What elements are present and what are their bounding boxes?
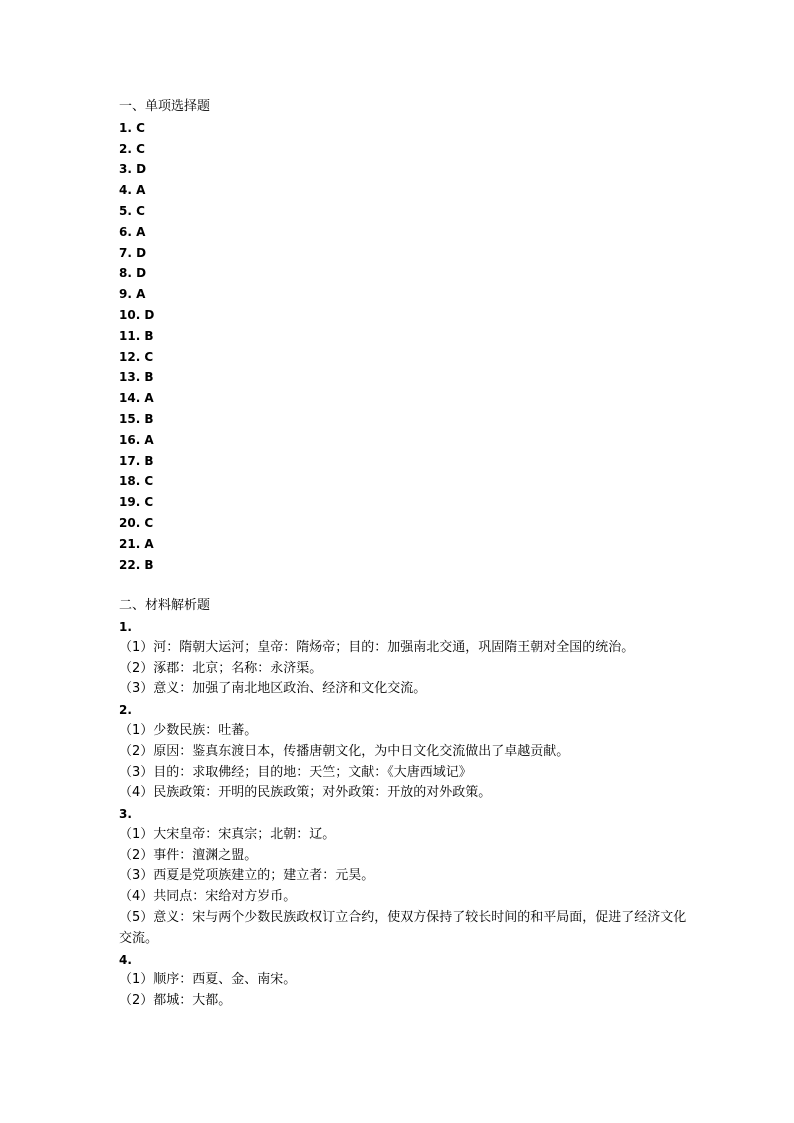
answer-9: 9. A: [119, 287, 146, 302]
question-1-item-2: （2）涿郡：北京；名称：永济渠。: [119, 660, 323, 676]
question-2-item-1: （1）少数民族：吐蕃。: [119, 722, 258, 738]
question-2-item-2: （2）原因：鉴真东渡日本，传播唐朝文化，为中日文化交流做出了卓越贡献。: [119, 743, 570, 759]
answer-17: 17. B: [119, 453, 154, 468]
answer-2: 2. C: [119, 141, 145, 156]
answer-5: 5. C: [119, 203, 145, 218]
answer-15: 15. B: [119, 411, 154, 426]
question-1-item-3: （3）意义：加强了南北地区政治、经济和文化交流。: [119, 681, 427, 697]
question-3-item-4: （4）共同点：宋给对方岁币。: [119, 889, 297, 905]
answer-8: 8. D: [119, 266, 147, 281]
answer-3: 3. D: [119, 162, 147, 177]
question-2-item-4: （4）民族政策：开明的民族政策；对外政策：开放的对外政策。: [119, 785, 492, 801]
question-4-number: 4.: [119, 952, 132, 967]
answer-18: 18. C: [119, 474, 154, 489]
answer-list: [119, 118, 699, 576]
section-1-title: 一、单项选择题: [119, 99, 211, 114]
answer-22: 22. B: [119, 557, 154, 572]
answer-14: 14. A: [119, 391, 154, 406]
question-1-number: 1.: [119, 619, 132, 634]
question-3-number: 3.: [119, 807, 132, 822]
section-2-title: 二、材料解析题: [119, 598, 211, 614]
question-4-item-1: （1）顺序：西夏、金、南宋。: [119, 972, 297, 988]
question-3-item-3: （3）西夏是党项族建立的；建立者：元昊。: [119, 868, 375, 884]
answer-1: 1. C: [119, 120, 145, 135]
question-4-item-2: （2）都城：大都。: [119, 993, 232, 1009]
question-2-number: 2.: [119, 703, 132, 718]
answer-21: 21. A: [119, 536, 154, 551]
question-1-item-1: （1）河：隋朝大运河；皇帝：隋炀帝；目的：加强南北交通，巩固隋王朝对全国的统治。: [119, 639, 635, 655]
answer-20: 20. C: [119, 515, 154, 530]
question-3-item-1: （1）大宋皇帝：宋真宗；北朝：辽。: [119, 826, 336, 842]
material-analysis-answers: [119, 617, 699, 1012]
answer-13: 13. B: [119, 370, 154, 385]
answer-10: 10. D: [119, 307, 155, 322]
answer-7: 7. D: [119, 245, 147, 260]
question-3-item-2: （2）事件：澶渊之盟。: [119, 847, 258, 863]
section-divider: [119, 575, 699, 596]
document-page: [119, 97, 699, 1012]
answer-16: 16. A: [119, 432, 154, 447]
answer-6: 6. A: [119, 224, 146, 239]
question-3-item-5: （5）意义：宋与两个少数民族政权订立合约，使双方保持了较长时间的和平局面，促进了经济文化交流。: [119, 910, 687, 946]
answer-12: 12. C: [119, 349, 154, 364]
answer-11: 11. B: [119, 328, 154, 343]
answer-19: 19. C: [119, 495, 154, 510]
answer-4: 4. A: [119, 183, 146, 198]
question-2-item-3: （3）目的：求取佛经；目的地：天竺；文献：《大唐西域记》: [119, 764, 472, 780]
